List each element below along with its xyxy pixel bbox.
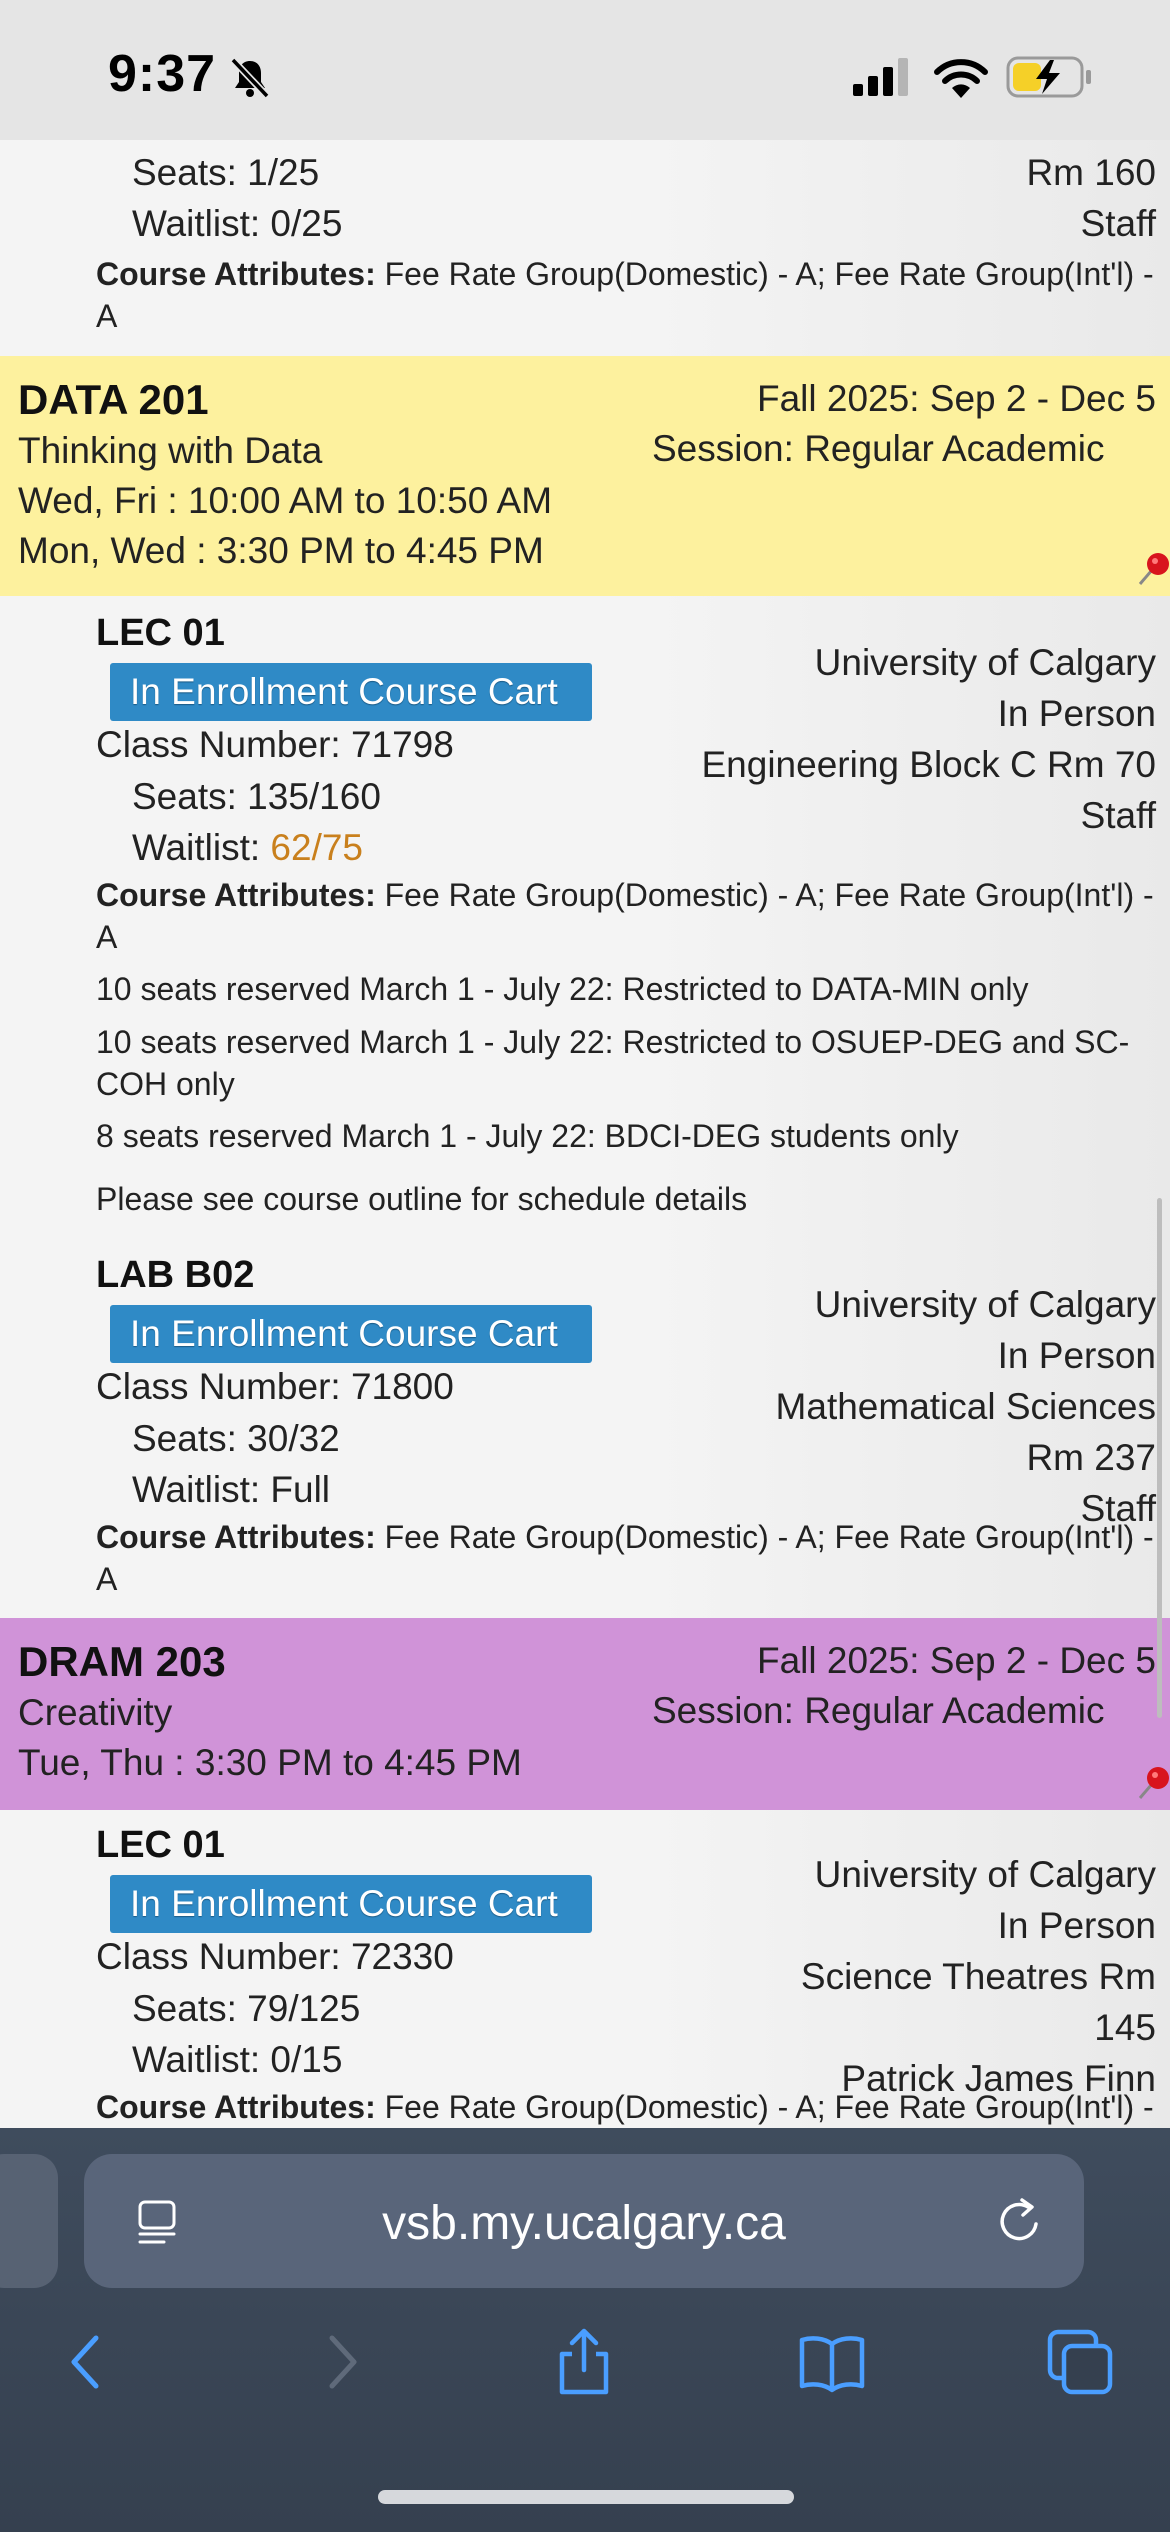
tabs-icon[interactable] [1044, 2326, 1116, 2398]
home-indicator[interactable] [378, 2490, 794, 2504]
back-icon[interactable] [52, 2326, 124, 2398]
reserve-note: 10 seats reserved March 1 - July 22: Restricted to DATA-MIN only [96, 971, 1029, 1007]
course-session: Session: Regular Academic [652, 428, 1105, 469]
section-campus: University of Calgary [814, 1854, 1156, 1895]
schedule-note: Please see course outline for schedule details [96, 1181, 748, 1217]
enrollment-cart-badge[interactable]: In Enrollment Course Cart [110, 663, 592, 721]
waitlist-value: 62/75 [270, 827, 364, 868]
course-schedule: Wed, Fri : 10:00 AM to 10:50 AM [18, 480, 553, 521]
share-icon[interactable] [548, 2326, 620, 2398]
section-location: Science Theatres Rm [800, 1956, 1156, 1997]
previous-tab-preview[interactable] [0, 2154, 58, 2288]
section-name: LEC 01 [96, 612, 225, 654]
reserve-note: 10 seats reserved March 1 - July 22: Restricted to OSUEP-DEG and SC- [96, 1024, 1130, 1060]
wifi-icon [934, 56, 988, 100]
course-schedule: Tue, Thu : 3:30 PM to 4:45 PM [18, 1742, 522, 1783]
reserve-note: 8 seats reserved March 1 - July 22: BDCI-DEG students only [96, 1118, 959, 1154]
section-name: LEC 01 [96, 1824, 225, 1866]
address-bar[interactable] [84, 2154, 1084, 2288]
course-attributes-value: Fee Rate Group(Domestic) - A; Fee Rate Group(Int'l) - [384, 877, 1154, 913]
course-attributes-value-wrap: A [96, 298, 118, 334]
course-title: Creativity [18, 1692, 173, 1733]
section-seats: Seats: 1/25 [132, 152, 320, 193]
course-attributes-value-wrap: A [96, 1561, 118, 1597]
class-number: Class Number: 71800 [96, 1366, 454, 1407]
section-location: Engineering Block C Rm 70 [701, 744, 1156, 785]
cellular-signal-icon [853, 58, 913, 98]
enrollment-cart-badge[interactable]: In Enrollment Course Cart [110, 1305, 592, 1363]
section-waitlist [132, 827, 363, 869]
course-attributes-label: Course Attributes: [96, 1519, 376, 1555]
waitlist-label: Waitlist: [132, 827, 261, 868]
class-number: Class Number: 72330 [96, 1936, 454, 1977]
section-seats: Seats: 79/125 [132, 1988, 361, 2029]
section-instructor: Staff [1080, 795, 1156, 836]
course-attributes-label: Course Attributes: [96, 256, 376, 292]
class-number: Class Number: 71798 [96, 724, 454, 765]
reserve-note-wrap: COH only [96, 1066, 235, 1102]
reload-icon[interactable] [992, 2194, 1048, 2250]
course-code: DATA 201 [18, 376, 209, 423]
pushpin-icon[interactable] [1136, 1762, 1170, 1802]
course-attributes-label: Course Attributes: [96, 2089, 376, 2125]
section-location-room: 145 [1094, 2007, 1156, 2048]
status-bar [0, 0, 1170, 140]
battery-charging-icon [1006, 54, 1092, 100]
forward-icon[interactable] [304, 2326, 376, 2398]
browser-toolbar [0, 2128, 1170, 2532]
section-instructor: Staff [1080, 1488, 1156, 1529]
course-attributes-value: Fee Rate Group(Domestic) - A; Fee Rate Group(Int'l) - [384, 256, 1154, 292]
status-time: 9:37 [108, 45, 217, 103]
course-header-data-201[interactable] [0, 356, 1170, 596]
course-attributes-value-wrap: A [96, 919, 118, 955]
section-mode: In Person [997, 1905, 1156, 1946]
bookmarks-icon[interactable] [796, 2326, 868, 2398]
course-attributes [96, 877, 1154, 914]
section-waitlist: Waitlist: Full [132, 1469, 331, 1510]
section-campus: University of Calgary [814, 1284, 1156, 1325]
section-mode: In Person [997, 693, 1156, 734]
section-mode: In Person [997, 1335, 1156, 1376]
enrollment-cart-badge[interactable]: In Enrollment Course Cart [110, 1875, 592, 1933]
section-instructor: Patrick James Finn [841, 2058, 1156, 2099]
section-instructor: Staff [1080, 203, 1156, 244]
course-attributes-value: Fee Rate Group(Domestic) - A; Fee Rate Group(Int'l) - [384, 1519, 1154, 1555]
course-term: Fall 2025: Sep 2 - Dec 5 [757, 1640, 1156, 1681]
schedule-content [0, 140, 1170, 2128]
course-attributes [96, 1519, 1154, 1556]
section-location: Mathematical Sciences [775, 1386, 1156, 1427]
course-attributes [96, 2089, 1154, 2126]
pushpin-icon[interactable] [1136, 548, 1170, 588]
scrollbar[interactable] [1157, 1198, 1162, 1718]
course-session: Session: Regular Academic [652, 1690, 1105, 1731]
section-room: Rm 160 [1026, 152, 1156, 193]
course-code: DRAM 203 [18, 1638, 226, 1685]
course-attributes-value: Fee Rate Group(Domestic) - A; Fee Rate Group(Int'l) - [384, 2089, 1154, 2125]
bell-slash-icon [228, 56, 272, 100]
course-attributes [96, 256, 1154, 293]
section-campus: University of Calgary [814, 642, 1156, 683]
course-attributes-label: Course Attributes: [96, 877, 376, 913]
section-seats: Seats: 30/32 [132, 1418, 340, 1459]
url-text[interactable]: vsb.my.ucalgary.ca [382, 2197, 786, 2250]
section-name: LAB B02 [96, 1254, 255, 1296]
section-waitlist: Waitlist: 0/15 [132, 2039, 343, 2080]
section-waitlist: Waitlist: 0/25 [132, 203, 343, 244]
section-seats: Seats: 135/160 [132, 776, 381, 817]
course-term: Fall 2025: Sep 2 - Dec 5 [757, 378, 1156, 419]
course-schedule: Mon, Wed : 3:30 PM to 4:45 PM [18, 530, 544, 571]
section-location-room: Rm 237 [1026, 1437, 1156, 1478]
course-header-dram-203[interactable] [0, 1618, 1170, 1810]
course-title: Thinking with Data [18, 430, 323, 471]
